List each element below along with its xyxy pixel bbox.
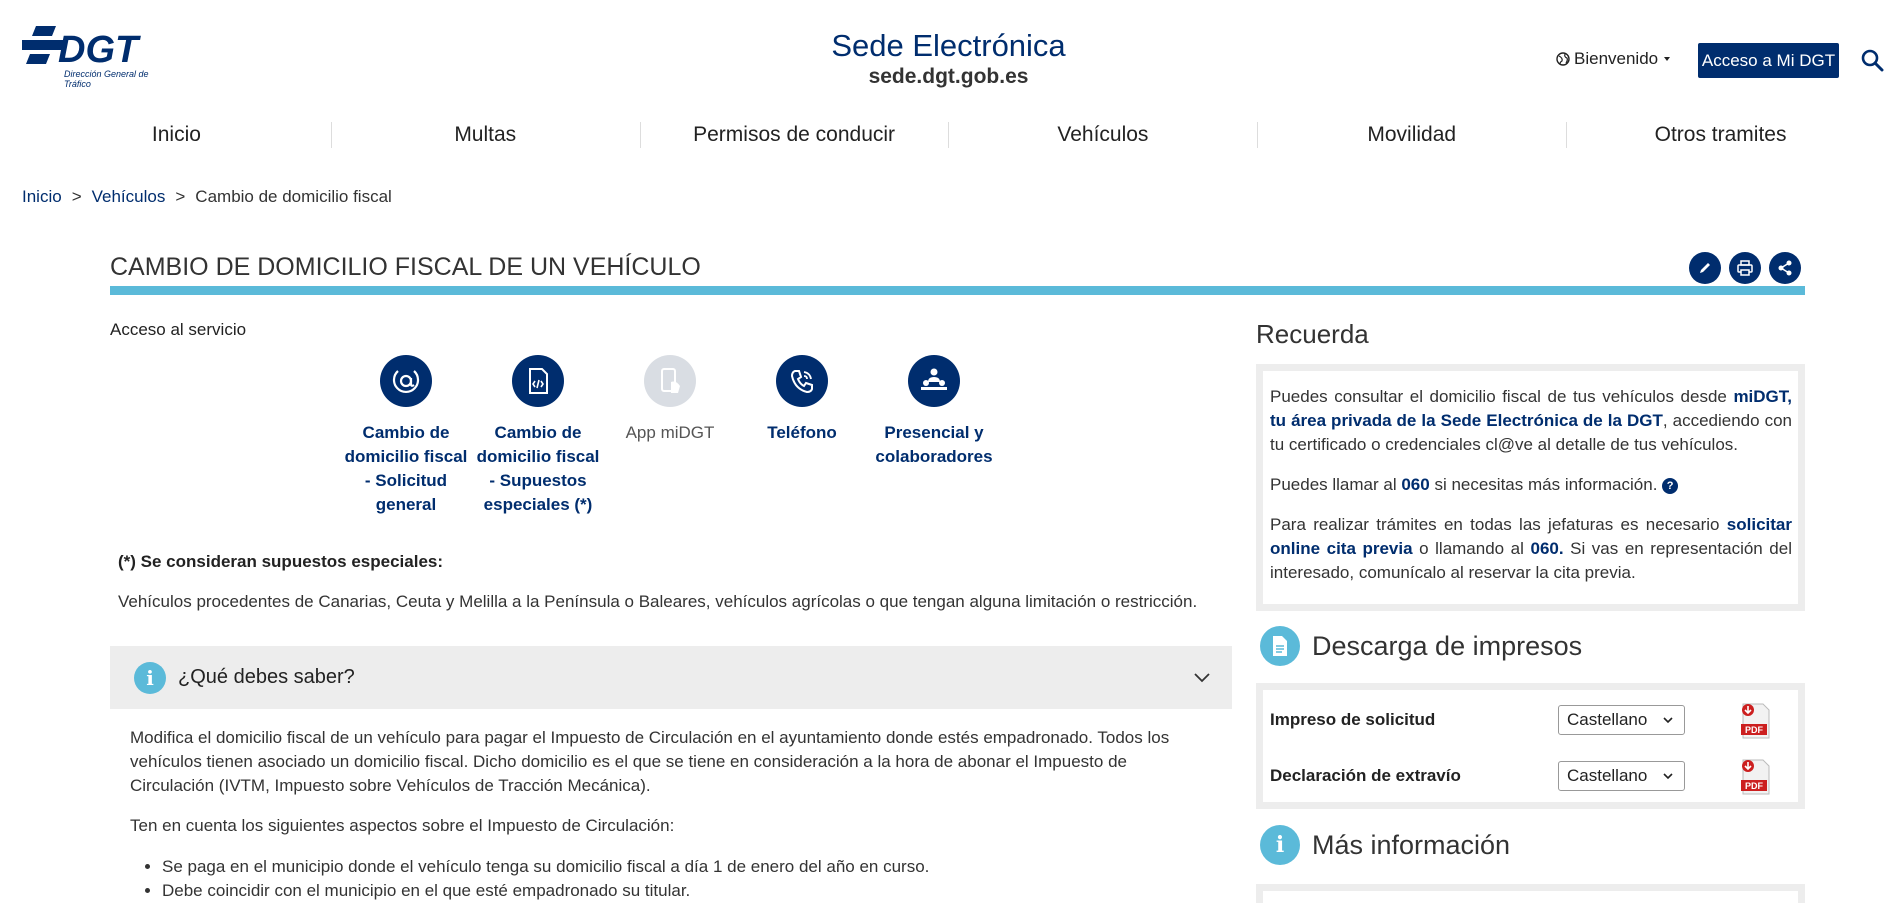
descarga-heading bbox=[1260, 626, 1582, 666]
descarga-title: Descarga de impresos bbox=[1312, 630, 1583, 661]
midgt-link[interactable]: miDGT, tu área privada de la Sede Electrónica de la DGT bbox=[1270, 387, 1792, 430]
logo-subtitle: Dirección General de Tráfico bbox=[64, 69, 149, 89]
impreso-row bbox=[1270, 700, 1800, 740]
language-value: Castellano bbox=[1567, 766, 1648, 785]
service-telefono[interactable] bbox=[736, 355, 868, 517]
recuerda-title: Recuerda bbox=[1256, 319, 1369, 349]
service-presencial[interactable] bbox=[868, 355, 1000, 517]
nav-item-permisos[interactable]: Permisos de conducir bbox=[640, 115, 949, 155]
caret-down-icon bbox=[1662, 55, 1672, 63]
share-icon bbox=[1776, 259, 1794, 277]
at-icon bbox=[380, 355, 432, 407]
site-header bbox=[0, 0, 1897, 115]
welcome-dropdown[interactable] bbox=[1556, 49, 1672, 69]
recuerda-paragraph bbox=[1270, 385, 1792, 457]
service-label: Presencial y colaboradores bbox=[875, 423, 993, 466]
pdf-icon[interactable] bbox=[1739, 700, 1773, 740]
service-app-midgt bbox=[604, 355, 736, 517]
file-icon bbox=[1260, 626, 1300, 666]
cita-previa-link[interactable]: solicitar online cita previa bbox=[1270, 515, 1792, 558]
breadcrumb-separator: > bbox=[175, 187, 186, 206]
language-select[interactable] bbox=[1558, 705, 1685, 735]
site-domain: sede.dgt.gob.es bbox=[868, 65, 1029, 88]
access-label: Acceso al servicio bbox=[110, 320, 247, 339]
breadcrumb bbox=[22, 187, 392, 207]
page-title: CAMBIO DE DOMICILIO FISCAL DE UN VEHÍCULO bbox=[110, 253, 701, 281]
language-select[interactable] bbox=[1558, 761, 1685, 791]
print-button[interactable] bbox=[1729, 252, 1761, 284]
recuerda-text: Para realizar trámites en todas las jefaturas es necesario bbox=[1270, 515, 1727, 534]
pencil-icon bbox=[1697, 260, 1713, 276]
printer-icon bbox=[1736, 259, 1754, 277]
edit-button[interactable] bbox=[1689, 252, 1721, 284]
info-icon: i bbox=[1260, 825, 1300, 865]
site-title: Sede Electrónica bbox=[831, 28, 1066, 63]
chevron-down-icon bbox=[1662, 714, 1674, 726]
service-solicitud-general[interactable] bbox=[340, 355, 472, 517]
page-tools bbox=[1689, 252, 1801, 284]
document-icon bbox=[512, 355, 564, 407]
service-supuestos-especiales[interactable] bbox=[472, 355, 604, 517]
recuerda-text: , accediendo con tu certificado o credenciales cl@ve al detalle de tus vehículos. bbox=[1270, 411, 1793, 454]
recuerda-text: Puedes llamar al bbox=[1270, 475, 1402, 494]
phone-number: 060. bbox=[1530, 539, 1564, 558]
service-label: Cambio de domicilio fiscal - Solicitud general bbox=[344, 423, 468, 514]
nav-item-vehiculos[interactable]: Vehículos bbox=[948, 115, 1257, 155]
phone-number: 060 bbox=[1401, 475, 1430, 494]
share-button[interactable] bbox=[1769, 252, 1801, 284]
svg-text:PDF: PDF bbox=[1745, 725, 1763, 735]
breadcrumb-current: Cambio de domicilio fiscal bbox=[195, 187, 392, 206]
mobile-app-icon bbox=[644, 355, 696, 407]
service-label: Teléfono bbox=[767, 423, 837, 442]
breadcrumb-inicio[interactable]: Inicio bbox=[22, 187, 62, 206]
search-icon[interactable] bbox=[1860, 48, 1884, 72]
in-person-icon bbox=[908, 355, 960, 407]
recuerda-text: o llamando al bbox=[1412, 539, 1531, 558]
impresos-box bbox=[1256, 683, 1805, 809]
service-label: Cambio de domicilio fiscal - Supuestos especiales (*) bbox=[476, 423, 600, 514]
help-icon[interactable]: ? bbox=[1662, 478, 1678, 494]
nav-item-inicio[interactable]: Inicio bbox=[151, 123, 201, 146]
recuerda-text: Si vas en representación del interesado, comunícalo al reservar la cita previa. bbox=[1270, 539, 1792, 582]
acceso-mi-dgt-button[interactable]: Acceso a Mi DGT bbox=[1698, 43, 1839, 78]
phone-icon bbox=[776, 355, 828, 407]
main-nav bbox=[22, 115, 1875, 155]
mas-info-heading bbox=[1260, 825, 1510, 865]
recuerda-paragraph bbox=[1270, 473, 1792, 497]
nav-item-movilidad[interactable]: Movilidad bbox=[1257, 115, 1566, 155]
accordion-title: ¿Qué debes saber? bbox=[178, 666, 355, 688]
list-item: • Se paga en el municipio donde el vehículo tenga su domicilio fiscal a día 1 de enero del año en curso. bbox=[162, 855, 929, 879]
mas-info-box bbox=[1256, 884, 1805, 903]
special-cases-text: Vehículos procedentes de Canarias, Ceuta y Melilla a la Península o Baleares, vehículos agrícolas o que tengan alguna limitación o restricción. bbox=[118, 592, 1198, 611]
recuerda-paragraph bbox=[1270, 513, 1792, 585]
body-paragraph: Ten en cuenta los siguientes aspectos sobre el Impuesto de Circulación: bbox=[130, 816, 675, 835]
impreso-label: Declaración de extravío bbox=[1270, 766, 1461, 785]
nav-item-multas[interactable]: Multas bbox=[331, 115, 640, 155]
language-value: Castellano bbox=[1567, 710, 1648, 729]
service-list bbox=[340, 355, 1000, 517]
svg-text:PDF: PDF bbox=[1745, 781, 1763, 791]
list-item: • Debe coincidir con el municipio en el que esté empadronado su titular. bbox=[162, 879, 929, 903]
pdf-icon[interactable] bbox=[1739, 756, 1773, 796]
breadcrumb-separator: > bbox=[71, 187, 82, 206]
info-icon: i bbox=[134, 662, 166, 694]
impreso-label: Impreso de solicitud bbox=[1270, 710, 1436, 729]
chevron-down-icon bbox=[1662, 770, 1674, 782]
special-cases-title: (*) Se consideran supuestos especiales: bbox=[118, 552, 444, 571]
body-paragraph: Modifica el domicilio fiscal de un vehículo para pagar el Impuesto de Circulación en el ayuntamiento donde estés empadronado. Todos los vehículos tienen asociado un domicilio fiscal. Dicho domicilio es el que se tiene en consideración a la hora de abonar el Impuesto de Circulación (IVTM, Impuesto sobre Vehículos de Tracción Mecánica). bbox=[130, 728, 1170, 795]
recuerda-text: Puedes consultar el domicilio fiscal de tus vehículos desde bbox=[1270, 387, 1734, 406]
service-label: App miDGT bbox=[625, 423, 715, 442]
globe-icon bbox=[1556, 52, 1570, 66]
breadcrumb-vehiculos[interactable]: Vehículos bbox=[91, 187, 166, 206]
welcome-label: Bienvenido bbox=[1574, 49, 1659, 68]
chevron-down-icon bbox=[1192, 667, 1212, 687]
logo-text: DGT bbox=[58, 29, 139, 71]
accordion-que-debes-saber[interactable] bbox=[110, 646, 1232, 709]
nav-item-otros-tramites[interactable]: Otros tramites bbox=[1566, 115, 1875, 155]
aspects-list bbox=[162, 855, 929, 903]
mas-info-title: Más información bbox=[1312, 829, 1511, 860]
recuerda-text: si necesitas más información. bbox=[1429, 475, 1658, 494]
title-underline bbox=[110, 286, 1805, 295]
impreso-row bbox=[1270, 756, 1800, 796]
recuerda-box bbox=[1256, 364, 1805, 611]
